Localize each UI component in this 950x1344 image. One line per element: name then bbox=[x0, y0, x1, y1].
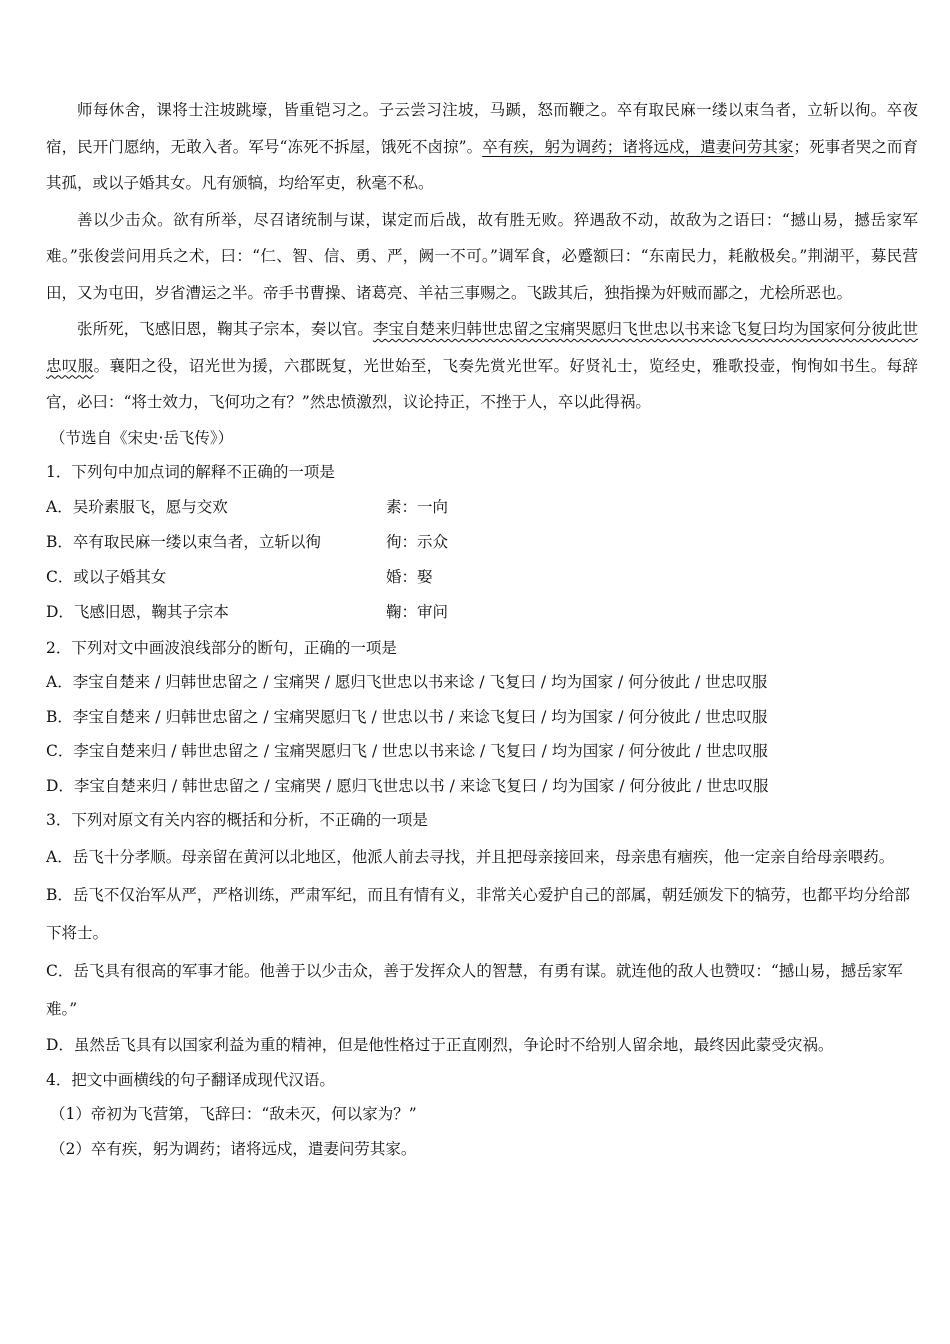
q1-option-d-gloss: 鞠：审问 bbox=[386, 603, 449, 622]
passage-paragraph-2: 善以少击众。欲有所举，尽召诸统制与谋，谋定而后战，故有胜无败。猝遇敌不动，故敌为之语曰：“撼山易，撼岳家军难。”张俊尝问用兵之术，曰：“仁、智、信、勇、严，阙一不可。”调军食，必蹙额曰：“东南民力，耗敝极矣。”荆湖平，募民营田，又为屯田，岁省漕运之半。帝手书曹操、诸葛亮、羊祜三事赐之。飞跋其后，独指操为奸贼而鄙之，尤桧所恶也。 bbox=[46, 210, 918, 302]
q1-option-b bbox=[46, 525, 918, 560]
question-3-stem: 3．下列对原文有关内容的概括和分析，不正确的一项是 bbox=[46, 811, 428, 830]
q1-option-c-gloss: 婚：娶 bbox=[386, 568, 433, 587]
q3-option-b: B．岳飞不仅治军从严，严格训练，严肃军纪，而且有情有义，非常关心爱护自己的部属，朝廷颁发下的犒劳，也都平均分给部下将士。 bbox=[46, 886, 910, 943]
question-1-stem: 1．下列句中加点词的解释不正确的一项是 bbox=[46, 463, 335, 482]
p1-underlined-sentence: 卒有疾，躬为调药；诸将远戍，遣妻问劳其家 bbox=[482, 137, 794, 156]
q1-option-b-sentence: B．卒有取民麻一缕以束刍者，立斩以徇 bbox=[46, 532, 321, 551]
q1-option-b-gloss: 徇：示众 bbox=[386, 532, 449, 551]
p1-text-end: ；死事者哭之而育其孤，或以子婚其女。凡有颁犒，均给军吏，秋毫不私。 bbox=[46, 137, 918, 192]
passage-paragraph-3 bbox=[46, 311, 918, 421]
q1-option-c bbox=[46, 560, 918, 595]
p3-wavy-sentence: 李宝自楚来归韩世忠留之宝痛哭愿归飞世忠以书来谂飞复曰均为国家何分彼此世忠叹服 bbox=[46, 320, 918, 375]
q1-option-d bbox=[46, 595, 918, 630]
q3-option-c: C．岳飞具有很高的军事才能。他善于以少击众，善于发挥众人的智慧，有勇有谋。就连他的敌人也赞叹：“撼山易，撼岳家军难。” bbox=[46, 962, 903, 1019]
q1-option-d-sentence: D．飞感旧恩，鞠其子宗本 bbox=[46, 603, 229, 622]
q1-option-a bbox=[46, 490, 918, 525]
p1-text: 师每休舍，课将士注坡跳壕，皆重铠习之。子云尝习注坡，马踬，怒而鞭之。卒有取民麻一缕以束刍者，立斩以徇。卒夜宿，民开门愿纳，无敢入者。军号“冻死不拆屋，饿死不卤掠”。 bbox=[46, 101, 918, 156]
q4-item-2: （2）卒有疾，躬为调药；诸将远戍，遣妻问劳其家。 bbox=[50, 1139, 417, 1158]
p3-text-end: 。襄阳之役，诏光世为援，六郡既复，光世始至，飞奏先赏光世军。好贤礼士，览经史，雅歌投壶，恂恂如书生。每辞官，必曰：“将士效力，飞何功之有？”然忠愤激烈，议论持正，不挫于人，卒以此得祸。 bbox=[46, 356, 918, 411]
q1-option-a-sentence: A．吴玠素服飞，愿与交欢 bbox=[46, 497, 228, 516]
q3-option-a: A．岳飞十分孝顺。母亲留在黄河以北地区，他派人前去寻找，并且把母亲接回来，母亲患有痼疾，他一定亲自给母亲喂药。 bbox=[46, 848, 895, 867]
p3-text: 张所死，飞感旧恩，鞠其子宗本，奏以官。 bbox=[77, 320, 373, 338]
q2-option-b: B．李宝自楚来 / 归韩世忠留之 / 宝痛哭愿归飞 / 世忠以书 / 来谂飞复曰 / 均为国家 / 何分彼此 / 世忠叹服 bbox=[46, 707, 768, 726]
passage-source: （节选自《宋史·岳飞传》） bbox=[50, 428, 234, 447]
q2-option-d: D．李宝自楚来归 / 韩世忠留之 / 宝痛哭 / 愿归飞世忠以书 / 来谂飞复曰 / 均为国家 / 何分彼此 / 世忠叹服 bbox=[46, 776, 769, 795]
question-2-stem: 2．下列对文中画波浪线部分的断句，正确的一项是 bbox=[46, 638, 397, 657]
passage-paragraph-1 bbox=[46, 92, 918, 202]
q1-option-a-gloss: 素：一向 bbox=[386, 497, 449, 516]
q1-option-c-sentence: C．或以子婚其女 bbox=[46, 568, 167, 587]
document-page bbox=[46, 92, 918, 1166]
q3-option-d: D．虽然岳飞具有以国家利益为重的精神，但是他性格过于正直刚烈，争论时不给别人留余地，最终因此蒙受灾祸。 bbox=[46, 1036, 834, 1055]
q2-option-a: A．李宝自楚来 / 归韩世忠留之 / 宝痛哭 / 愿归飞世忠以书来谂 / 飞复曰 / 均为国家 / 何分彼此 / 世忠叹服 bbox=[46, 673, 768, 692]
question-4-stem: 4．把文中画横线的句子翻译成现代汉语。 bbox=[46, 1070, 335, 1089]
q2-option-c: C．李宝自楚来归 / 韩世忠留之 / 宝痛哭愿归飞 / 世忠以书来谂 / 飞复曰 / 均为国家 / 何分彼此 / 世忠叹服 bbox=[46, 742, 768, 761]
q4-item-1: （1）帝初为飞营第，飞辞曰：“敌未灭，何以家为？” bbox=[50, 1105, 417, 1124]
